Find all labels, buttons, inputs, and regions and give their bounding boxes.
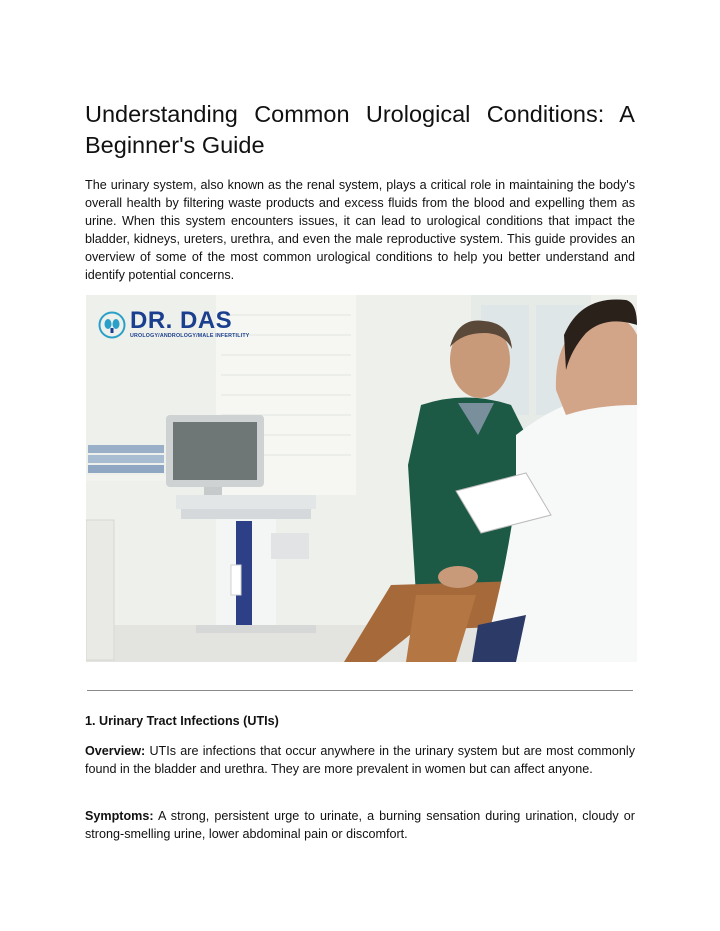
- clinic-logo: [98, 309, 250, 340]
- symptoms-text: A strong, persistent urge to urinate, a burning sensation during urination, cloudy or strong-smelling urine, lower abdominal pain or discomfort.: [85, 809, 635, 841]
- logo-tagline: UROLOGY/ANDROLOGY/MALE INFERTILITY: [130, 333, 250, 339]
- symptoms-label: Symptoms:: [85, 809, 154, 823]
- clinic-photo-illustration: [86, 295, 637, 662]
- logo-name: DR. DAS: [130, 307, 233, 334]
- section-heading: 1. Urinary Tract Infections (UTIs): [85, 714, 279, 728]
- overview-label: Overview:: [85, 744, 146, 758]
- kidney-logo-icon: [98, 311, 126, 339]
- intro-paragraph: The urinary system, also known as the renal system, plays a critical role in maintaining the body's overall health by filtering waste products and excess fluids from the blood and expelling them as urine. When this system encounters issues, it can lead to urological conditions that impact the bladder, kidneys, ureters, urethra, and even the male reproductive system. This guide provides an overview of some of the most common urological conditions to help you better understand and identify potential concerns.: [85, 178, 635, 283]
- overview-paragraph: [85, 743, 635, 778]
- horizontal-divider: [87, 690, 633, 691]
- clinic-photo: [86, 295, 637, 662]
- overview-text: UTIs are infections that occur anywhere in the urinary system but are most commonly found in the bladder and urethra. They are more prevalent in women but can affect anyone.: [85, 744, 635, 776]
- document-title: Understanding Common Urological Conditions: A Beginner's Guide: [85, 101, 635, 158]
- symptoms-paragraph: [85, 808, 635, 843]
